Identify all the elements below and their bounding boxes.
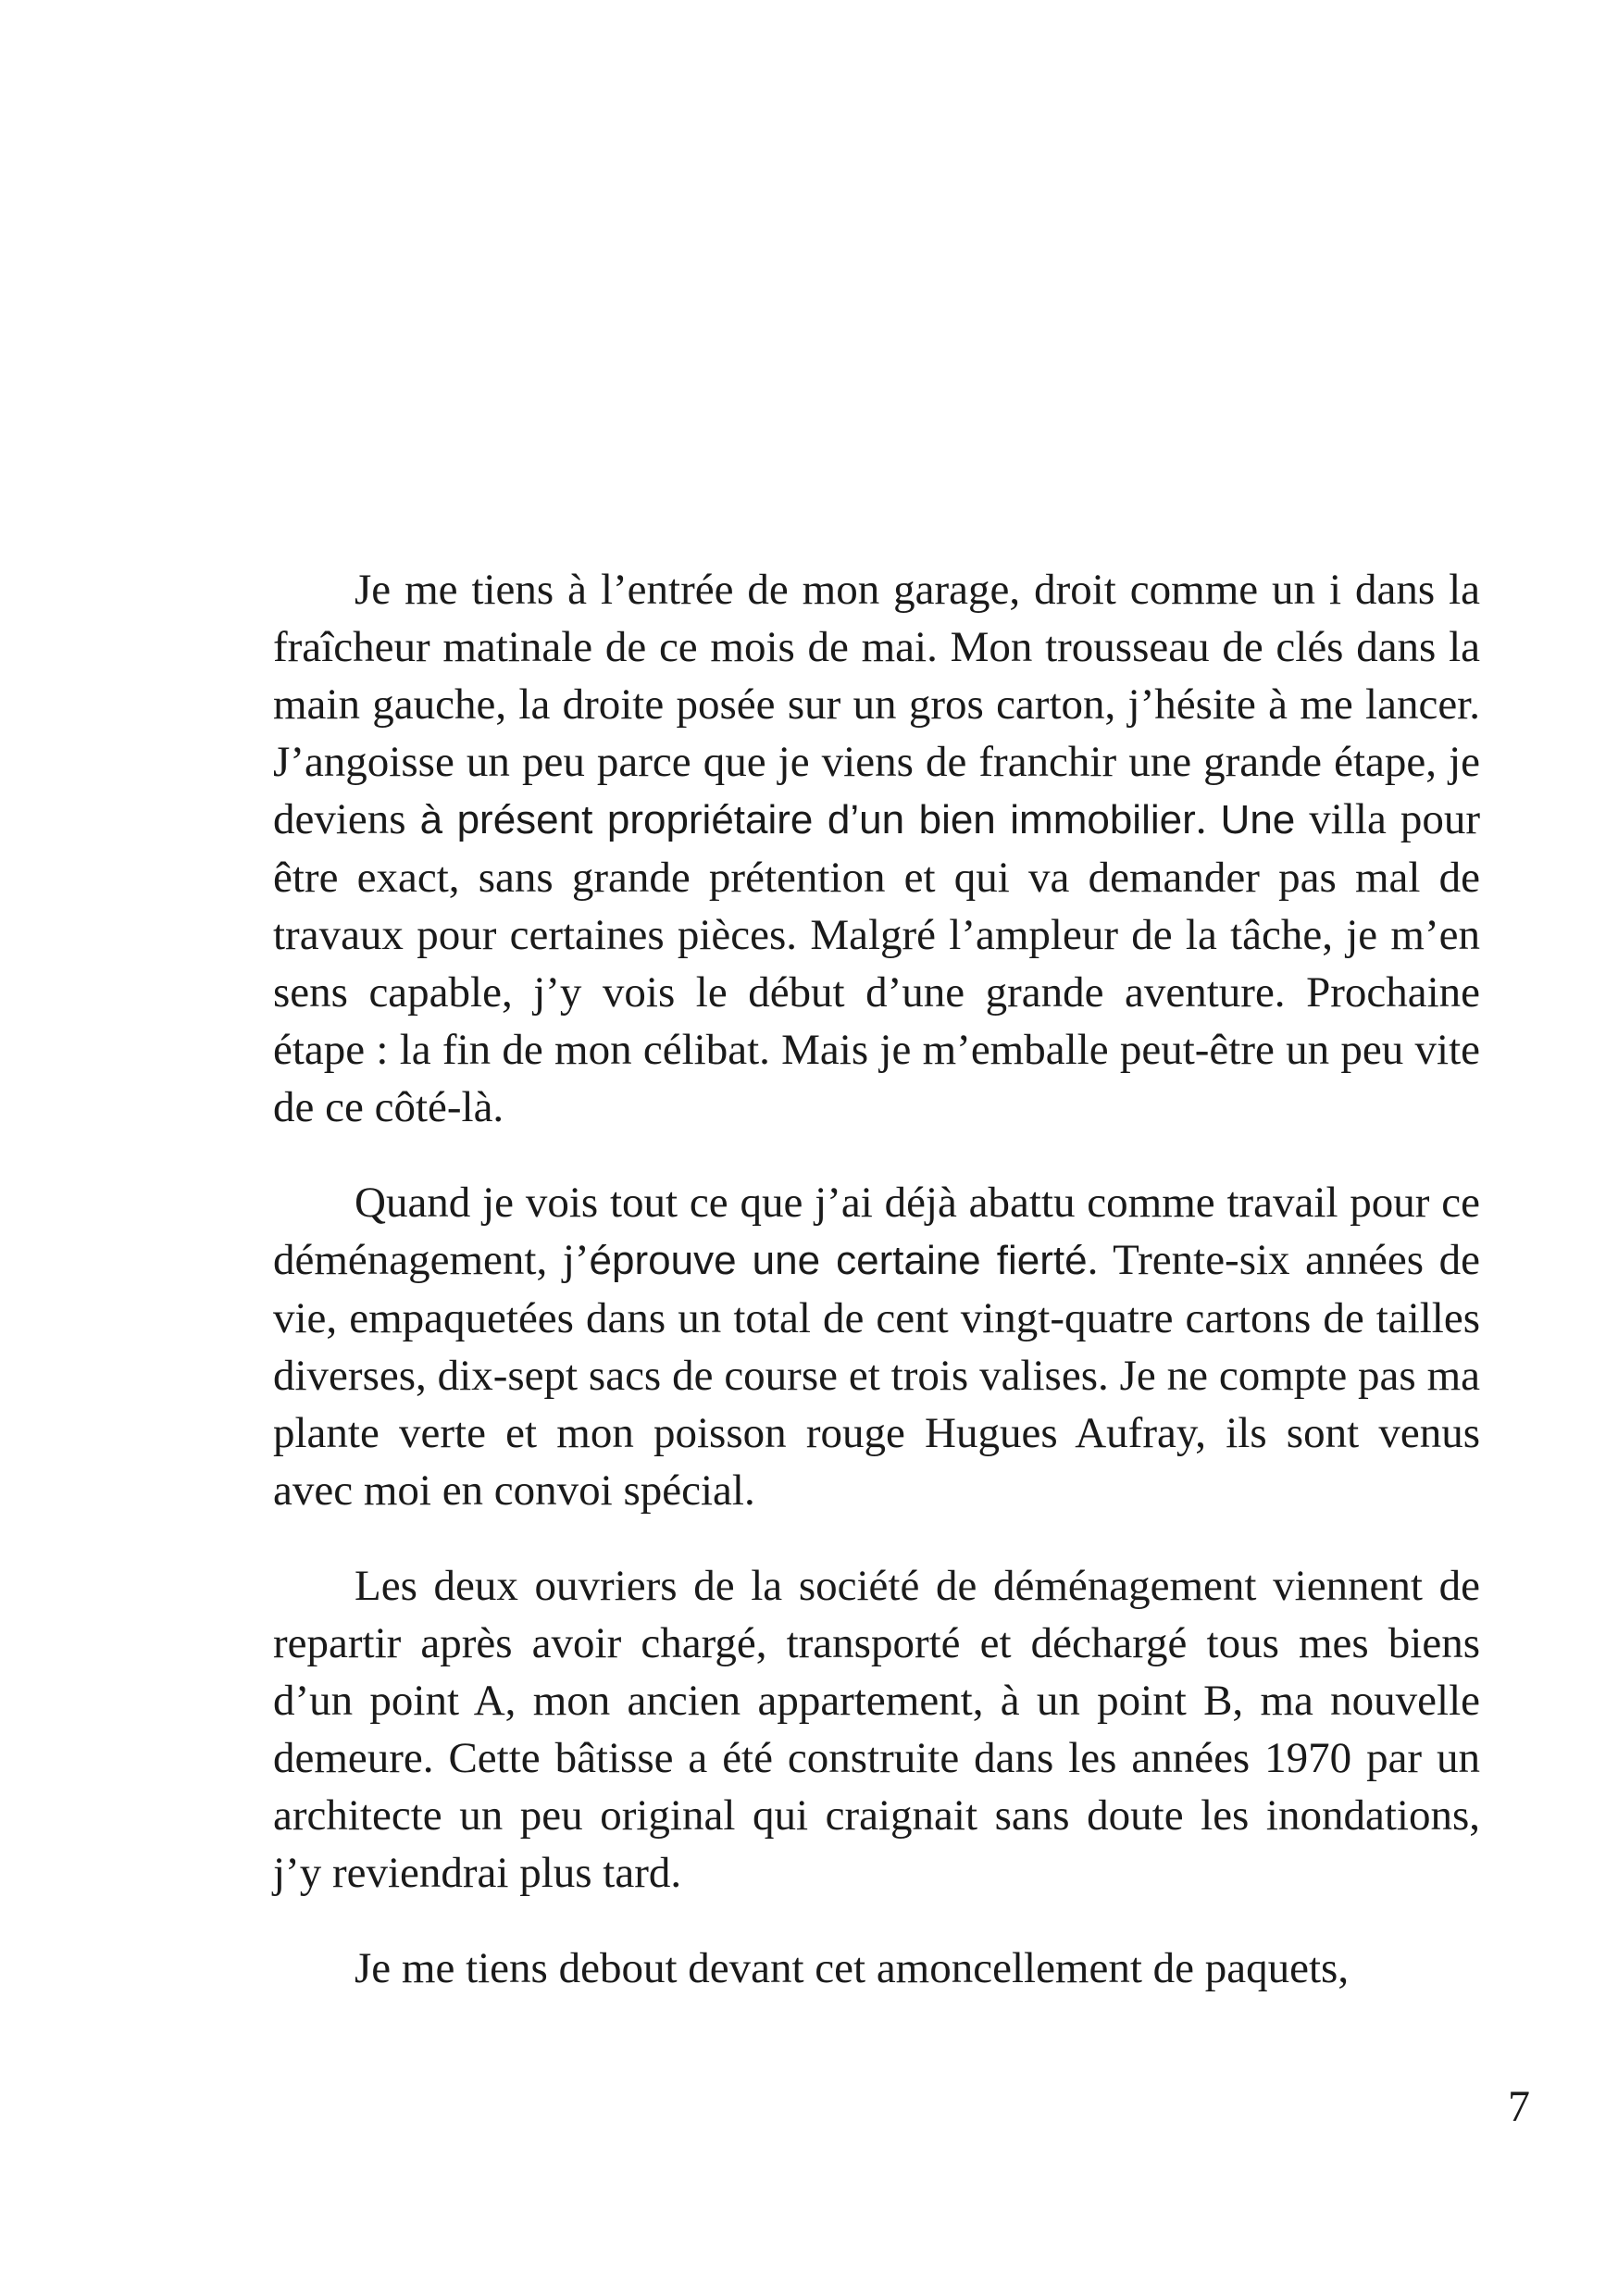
body-text	[273, 561, 1480, 1997]
paragraph-4	[273, 1940, 1480, 1997]
paragraph-2-segment: Quand je vois tout ce que j’ai déjà abattu comme travail pour ce déménagement, j’	[273, 1179, 1480, 1284]
paragraph-1	[273, 561, 1480, 1136]
paragraph-2-segment: . Trente-six années de vie, empaquetées dans un total de cent vingt-quatre cartons de tailles diverses, dix-sept sacs de course et trois valises. Je ne compte pas ma plante verte et mon poisson rouge Hugues Aufray, ils sont venus avec moi en convoi spécial.	[273, 1236, 1480, 1515]
paragraph-1-segment: villa pour être exact, sans grande prétention et qui va demander pas mal de travaux pour certaines pièces. Malgré l’ampleur de la tâche, je m’en sens capable, j’y vois le début d’une grande aventure. Prochaine étape : la fin de mon célibat. Mais je m’emballe peut-être un peu vite de ce côté-là.	[273, 795, 1481, 1131]
paragraph-3-segment: Les deux ouvriers de la société de déménagement viennent de repartir après avoir chargé, transporté et déchargé tous mes biens d’un point A, mon ancien appartement, à un point B, ma nouvelle demeure. Cette bâtisse a été construite dans les années 1970 par un architecte un peu original qui craignait sans doute les inondations, j’y reviendrai plus tard.	[273, 1562, 1480, 1897]
paragraph-1-segment: Je me tiens à l’entrée de mon garage, droit comme un i dans la fraîcheur matinale de ce mois de mai. Mon trousseau de clés dans la main gauche, la droite posée sur un gros carton, j’hésite à me lancer. J’angoisse un peu parce que je viens de franchir une grande étape, je deviens	[273, 566, 1480, 843]
paragraph-4-segment: Je me tiens debout devant cet amoncellement de paquets,	[355, 1944, 1350, 1992]
paragraph-1-segment: Une	[1220, 797, 1296, 842]
paragraph-1-segment: .	[1195, 795, 1221, 843]
paragraph-3	[273, 1557, 1480, 1902]
paragraph-2-segment: éprouve une certaine fierté	[589, 1238, 1088, 1283]
paragraph-2	[273, 1174, 1480, 1519]
page-number: 7	[1508, 2082, 1530, 2131]
paragraph-1-segment: à présent propriétaire d’un bien immobilier	[419, 797, 1196, 842]
